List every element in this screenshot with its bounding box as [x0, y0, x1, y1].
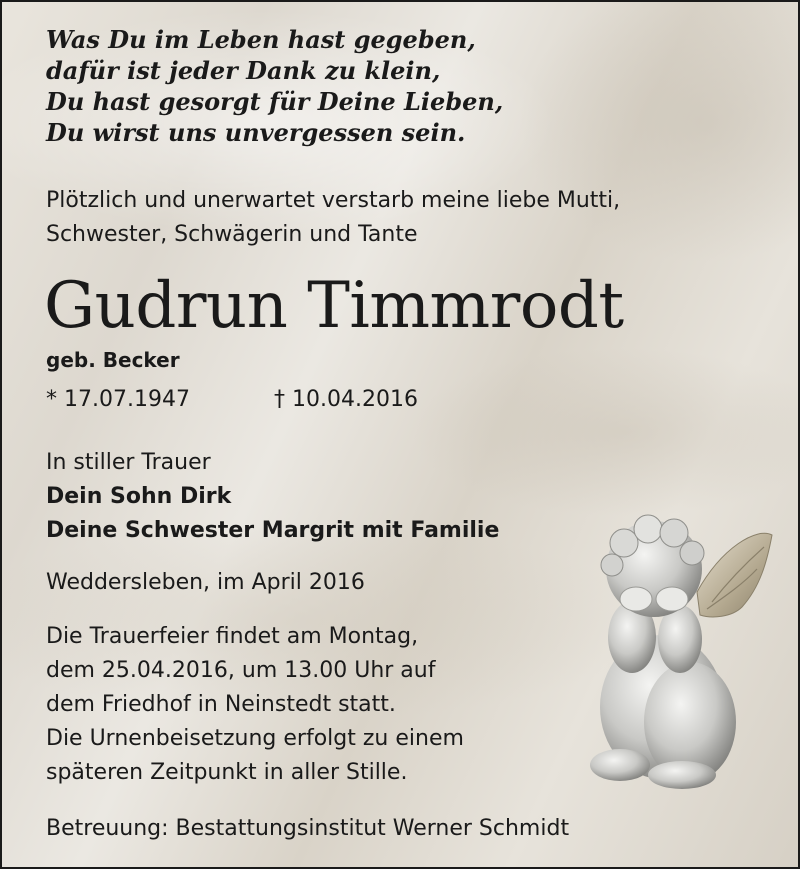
service-line: Die Urnenbeisetzung erfolgt zu einem [46, 726, 464, 751]
verse-line: Du wirst uns unvergessen sein. [46, 118, 466, 147]
service-line: dem 25.04.2016, um 13.00 Uhr auf [46, 658, 436, 683]
weeping-cherub-statue-icon [572, 507, 782, 797]
service-line: späteren Zeitpunkt in aller Stille. [46, 760, 408, 785]
mourner-name: Dein Sohn Dirk [46, 484, 232, 509]
birth-date: * 17.07.1947 [46, 387, 190, 412]
mourners-intro: In stiller Trauer [46, 450, 211, 475]
verse-line: Was Du im Leben hast gegeben, [46, 25, 476, 54]
announcement-text [46, 184, 620, 252]
memorial-verse [46, 24, 503, 148]
verse-line: Du hast gesorgt für Deine Lieben, [46, 87, 504, 116]
service-line: Die Trauerfeier findet am Montag, [46, 624, 419, 649]
announcement-line: Plötzlich und unerwartet verstarb meine liebe Mutti, [46, 188, 621, 213]
funeral-service-info [46, 620, 464, 790]
mourner-name: Deine Schwester Margrit mit Familie [46, 518, 500, 543]
funeral-home-credit: Betreuung: Bestattungsinstitut Werner Schmidt [46, 816, 570, 841]
deceased-name: Gudrun Timmrodt [44, 269, 624, 343]
life-dates [46, 384, 418, 416]
announcement-line: Schwester, Schwägerin und Tante [46, 222, 418, 247]
service-line: dem Friedhof in Neinstedt statt. [46, 692, 396, 717]
verse-line: dafür ist jeder Dank zu klein, [46, 56, 441, 85]
maiden-name: geb. Becker [46, 348, 180, 372]
place-and-date: Weddersleben, im April 2016 [46, 570, 365, 595]
death-date: † 10.04.2016 [274, 387, 418, 412]
mourners-block [46, 446, 499, 548]
